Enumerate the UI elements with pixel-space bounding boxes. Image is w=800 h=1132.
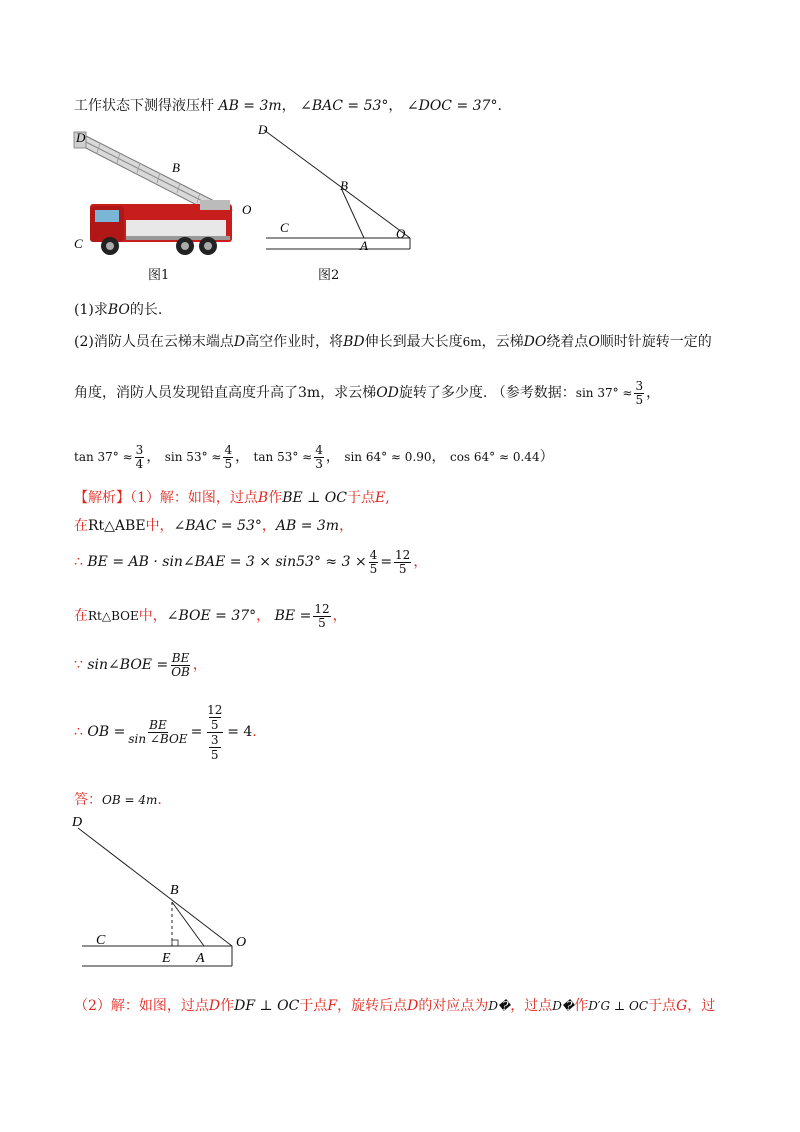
solution-line5: ∵ sin∠BOE = $\frac{BE}{OB}$ ， bbox=[74, 650, 207, 679]
fig1-label-B: B bbox=[172, 160, 180, 175]
question-2-line1: (2)消防人员在云梯末端点D高空作业时，将BD伸长到最大长度6m，云梯DO绕着点O顺时针旋转一定的 bbox=[74, 334, 712, 350]
fig2-label-B: B bbox=[340, 178, 348, 193]
fig3-label-O: O bbox=[236, 935, 247, 950]
intro-line: 工作状态下测得液压杆 AB = 3m， ∠BAC = 53°， ∠DOC = 37°. bbox=[74, 98, 502, 114]
fig3-label-B: B bbox=[170, 883, 179, 898]
frac-sin37: $\frac{3}{5}$ bbox=[635, 378, 644, 407]
truck-body bbox=[90, 200, 232, 255]
solution-head: 【解析】（1）解：如图，过点B作BE ⊥ OC于点E, bbox=[74, 490, 390, 506]
question-2-line2: 角度，消防人员发现铅直高度升高了3m，求云梯OD旋转了多少度. （参考数据：sin 37° ≈ $\frac{3}{5}$ ， bbox=[74, 378, 661, 407]
reference-data: tan 37° ≈ $\frac{3}{4}$ ， sin 53° ≈ $\frac{4}{5}$ ， tan 53° ≈ $\frac{4}{3}$ ， sin 64° ≈ 0.90， cos 64° ≈ 0.44） bbox=[74, 442, 554, 471]
solution-line2: 在Rt△ABE中，∠BAC = 53°，AB = 3m， bbox=[74, 518, 354, 534]
question-1: (1)求BO的长. bbox=[74, 302, 163, 318]
solution-line6: ∴ OB = $\frac{BE}{\text{sin ∠BOE}}$ = 12 5 3 5 = 4. bbox=[74, 702, 257, 762]
figure1-fire-truck bbox=[70, 124, 260, 260]
fig3-label-D: D bbox=[72, 815, 83, 830]
solution-line4: 在Rt△BOE中，∠BOE = 37°， BE = $\frac{12}{5}$ ， bbox=[74, 601, 347, 630]
answer-line: 答：OB = 4m. bbox=[74, 792, 162, 808]
fig2-label-C: C bbox=[280, 220, 289, 235]
fig3-label-E: E bbox=[162, 951, 171, 966]
fig1-label-C: C bbox=[74, 236, 83, 251]
fig1-label-O: O bbox=[242, 202, 252, 217]
fig2-label-O: O bbox=[396, 226, 406, 241]
figure2-diagram bbox=[256, 122, 416, 260]
fig1-label-D: D bbox=[76, 130, 86, 145]
fig2-label-A: A bbox=[360, 238, 368, 253]
figure3-diagram bbox=[70, 812, 260, 972]
figure1-caption: 图1 bbox=[148, 268, 170, 283]
fig3-label-A: A bbox=[196, 951, 205, 966]
fig3-label-C: C bbox=[96, 933, 106, 948]
complex-fraction: 12 5 3 5 bbox=[207, 702, 223, 762]
part2-line: （2）解：如图，过点D作DF ⊥ OC于点F，旋转后点D的对应点为D�，过点D�作D′G ⊥ OC于点G，过 bbox=[74, 998, 716, 1014]
fig2-label-D: D bbox=[258, 122, 268, 137]
solution-line3: ∴ BE = AB · sin∠BAE = 3 × sin53° ≈ 3 × $\frac{4}{5}$ = $\frac{12}{5}$ ， bbox=[74, 547, 428, 576]
figure2-caption: 图2 bbox=[318, 268, 340, 283]
